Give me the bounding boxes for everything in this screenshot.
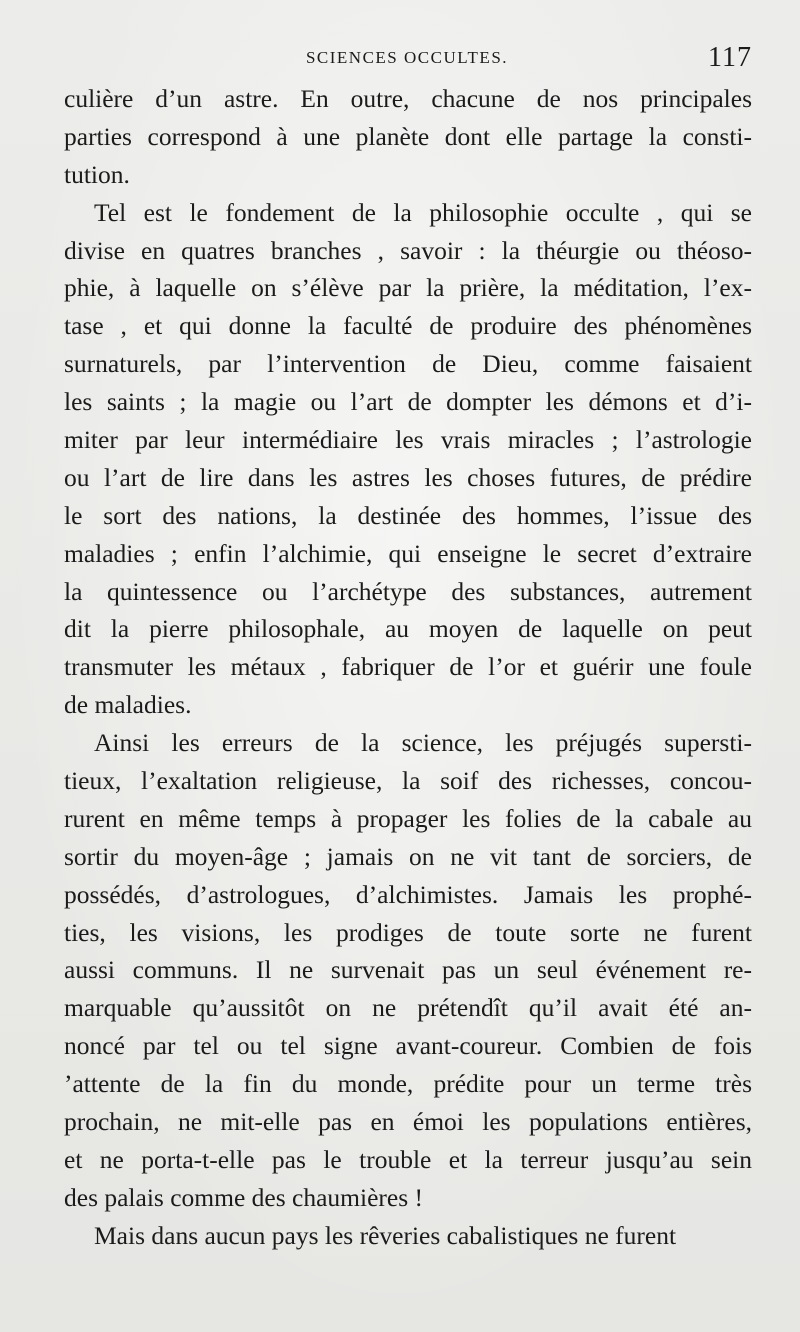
text-line: marquable qu’aussitôt on ne prétendît qu’il avait été an-: [64, 993, 752, 1023]
paragraph: [64, 724, 752, 1217]
text-line: miter par leur intermédiaire les vrais miracles ; l’astrologie: [64, 425, 752, 455]
running-title: SCIENCES OCCULTES.: [305, 48, 509, 67]
text-line: prochain, ne mit-elle pas en émoi les populations entières,: [64, 1107, 752, 1137]
page-header: [62, 42, 752, 76]
text-line: maladies ; enfin l’alchimie, qui enseigne le secret d’extraire: [64, 538, 752, 568]
body-text: [64, 80, 752, 1255]
text-line: Mais dans aucun pays les rêveries cabalistiques ne furent: [94, 1220, 677, 1250]
text-line: le sort des nations, la destinée des hommes, l’issue des: [64, 500, 752, 530]
text-line: la quintessence ou l’archétype des substances, autrement: [64, 576, 752, 606]
text-line: possédés, d’astrologues, d’alchimistes. Jamais les prophé-: [64, 879, 752, 909]
paragraph: [64, 1217, 752, 1255]
text-line: Tel est le fondement de la philosophie occulte , qui se: [94, 197, 752, 227]
paragraph: [64, 80, 752, 194]
text-line: des palais comme des chaumières !: [64, 1182, 423, 1212]
text-line: Ainsi les erreurs de la science, les préjugés supersti-: [94, 728, 752, 758]
text-line: tution.: [64, 159, 130, 189]
text-line: tase , et qui donne la faculté de produire des phénomènes: [64, 311, 752, 341]
text-line: ou l’art de lire dans les astres les choses futures, de prédire: [64, 462, 752, 492]
text-line: phie, à laquelle on s’élève par la prière, la méditation, l’ex-: [64, 273, 752, 303]
text-line: aussi communs. Il ne survenait pas un seul événement re-: [64, 955, 752, 985]
text-line: les saints ; la magie ou l’art de dompter les démons et d’i-: [64, 387, 752, 417]
text-line: rurent en même temps à propager les folies de la cabale au: [64, 803, 752, 833]
text-line: culière d’un astre. En outre, chacune de nos principales: [64, 84, 752, 113]
text-line: dit la pierre philosophale, au moyen de laquelle on peut: [64, 614, 752, 644]
text-line: transmuter les métaux , fabriquer de l’or et guérir une foule: [64, 652, 752, 682]
text-line: divise en quatres branches , savoir : la théurgie ou théoso-: [64, 235, 752, 265]
text-line: ties, les visions, les prodiges de toute sorte ne furent: [64, 917, 752, 947]
text-line: sortir du moyen-âge ; jamais on ne vit tant de sorciers, de: [64, 841, 752, 871]
text-line: et ne porta-t-elle pas le trouble et la terreur jusqu’au sein: [64, 1144, 752, 1174]
paragraph: [64, 194, 752, 724]
text-line: parties correspond à une planète dont elle partage la consti-: [64, 121, 752, 151]
text-line: surnaturels, par l’intervention de Dieu, comme faisaient: [64, 349, 752, 379]
page-number: 117: [708, 42, 752, 73]
text-line: de maladies.: [64, 690, 192, 720]
text-line: noncé par tel ou tel signe avant-coureur. Combien de fois: [64, 1031, 752, 1061]
text-line: tieux, l’exaltation religieuse, la soif des richesses, concou-: [64, 766, 752, 796]
text-line: ’attente de la fin du monde, prédite pour un terme très: [64, 1069, 752, 1099]
